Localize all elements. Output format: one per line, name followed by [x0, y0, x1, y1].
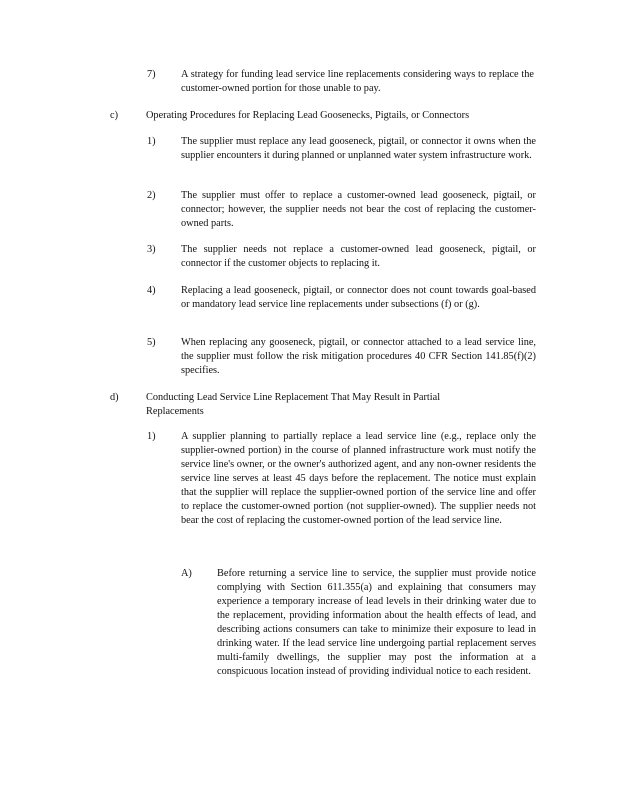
- list-marker: 4): [147, 285, 156, 296]
- sub-list-marker: A): [181, 568, 192, 579]
- list-marker: 7): [147, 69, 156, 80]
- list-marker: 3): [147, 244, 156, 255]
- list-marker: 1): [147, 431, 156, 442]
- list-item-text: A supplier planning to partially replace a lead service line (e.g., replace only the supplier-owned portion) in the course of planned infrastructure work must notify the service line's owner, or the owner's authorized agent, and any non-owner residents the service line serves at least 45 days before the replacement. The notice must explain that the supplier will replace the supplier-owned portion of the service line and offer to replace the customer-owned portion (not supplier-owned). The supplier needs not bear the cost of replacing the customer-owned portion of the lead service line.: [181, 431, 536, 526]
- list-item-text: A strategy for funding lead service line replacements considering ways to replace the customer-owned portion for those unable to pay.: [181, 69, 534, 94]
- list-item-text: When replacing any gooseneck, pigtail, or connector attached to a lead service line, the supplier must follow the risk mitigation procedures 40 CFR Section 141.85(f)(2) specifies.: [181, 337, 536, 376]
- section-marker: d): [110, 392, 119, 403]
- list-item-text: The supplier must replace any lead gooseneck, pigtail, or connector it owns when the supplier encounters it during planned or unplanned water system infrastructure work.: [181, 136, 536, 161]
- section-heading: Operating Procedures for Replacing Lead Goosenecks, Pigtails, or Connectors: [146, 110, 470, 121]
- list-item-text: The supplier must offer to replace a customer-owned lead gooseneck, pigtail, or connector; however, the supplier needs not bear the cost of replacing the customer-owned parts.: [181, 190, 536, 229]
- list-marker: 2): [147, 190, 156, 201]
- section-heading: Conducting Lead Service Line Replacement That May Result in Partial Replacements: [146, 392, 441, 417]
- list-marker: 5): [147, 337, 156, 348]
- list-marker: 1): [147, 136, 156, 147]
- sub-list-item-text: Before returning a service line to service, the supplier must provide notice complying with Section 611.355(a) and explaining that consumers may experience a temporary increase of lead levels in their drinking water due to the replacement, providing information about the health effects of lead, and describing actions consumers can take to minimize their exposure to lead in drinking water. If the lead service line undergoing partial replacement serves multi-family dwellings, the supplier may post the information at a conspicuous location instead of providing individual notice to each resident.: [217, 568, 536, 677]
- list-item-text: Replacing a lead gooseneck, pigtail, or connector does not count towards goal-based or mandatory lead service line replacements under subsections (f) or (g).: [181, 285, 536, 310]
- section-marker: c): [110, 110, 118, 121]
- list-item-text: The supplier needs not replace a customer-owned lead gooseneck, pigtail, or connector if the customer objects to replacing it.: [181, 244, 536, 269]
